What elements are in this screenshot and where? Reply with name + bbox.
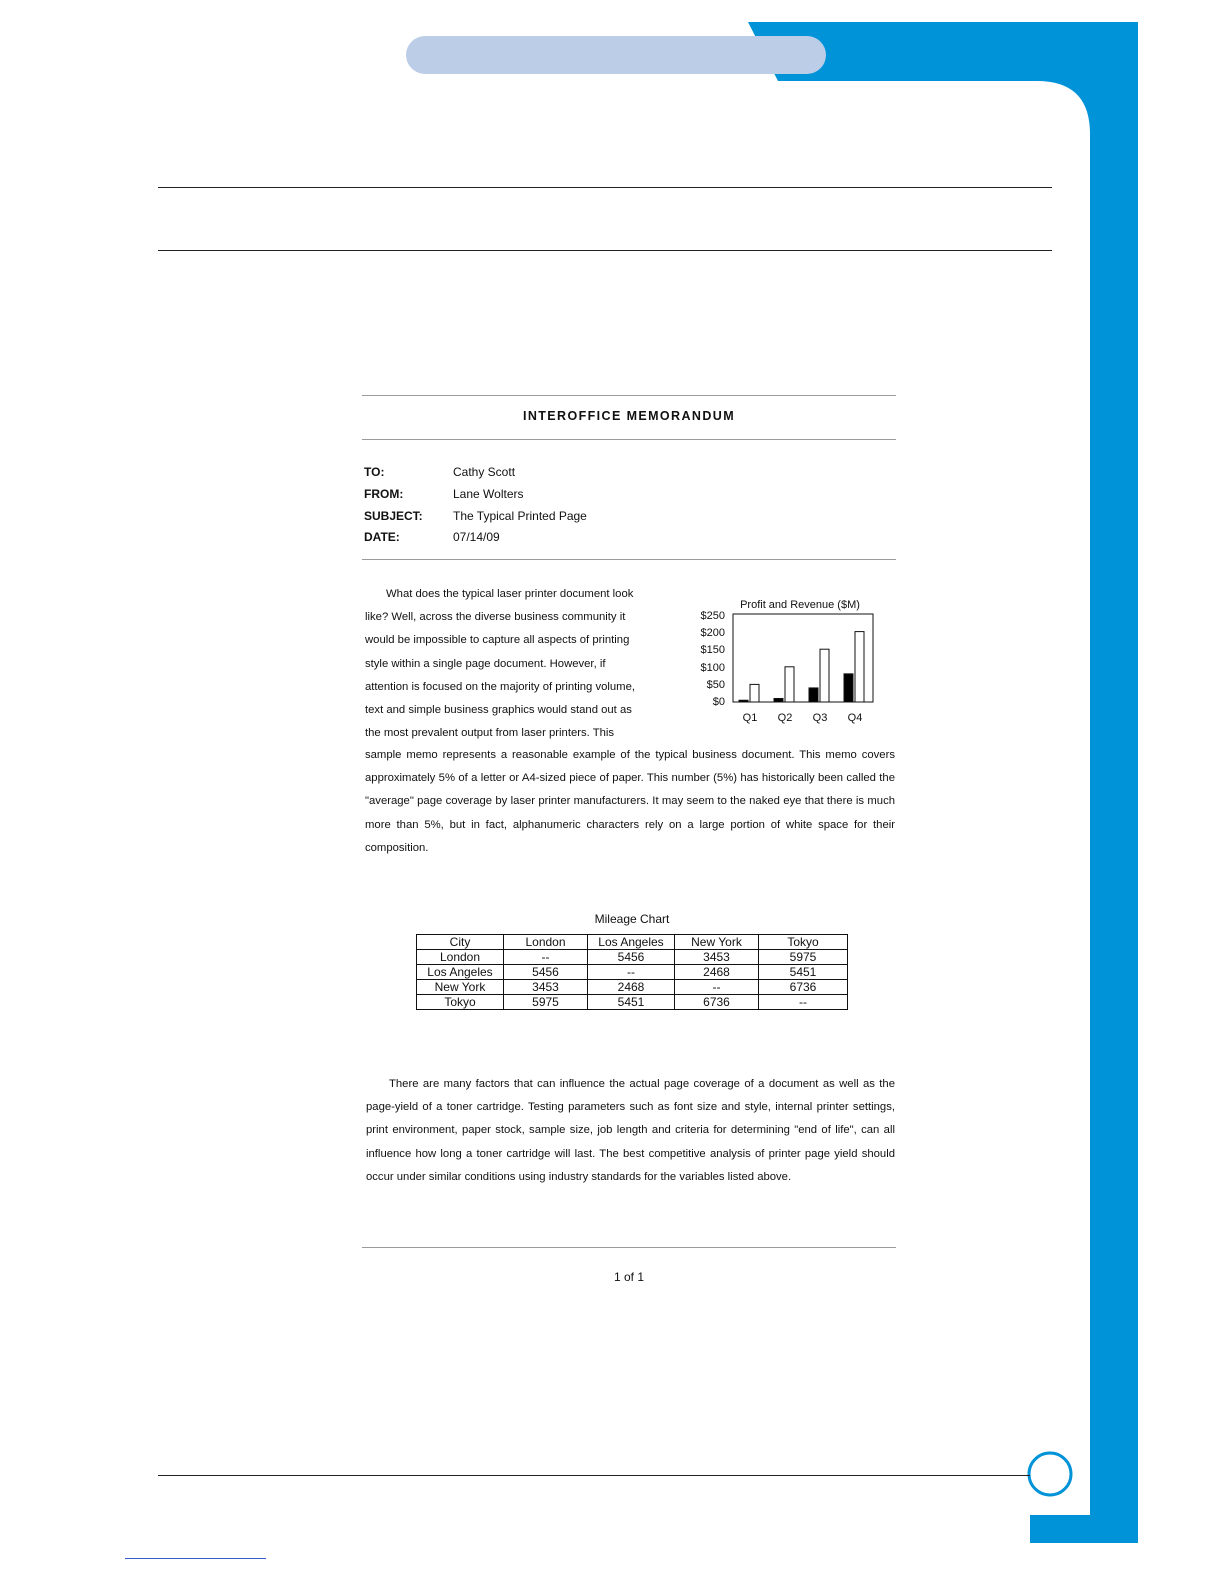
column-header: City	[417, 935, 504, 950]
column-header: London	[504, 935, 588, 950]
memo-rule-bottom	[362, 1247, 896, 1248]
table-cell: 5975	[504, 995, 588, 1010]
x-tick-label: Q4	[847, 712, 863, 724]
memo-rule-2	[362, 439, 896, 440]
table-cell: --	[504, 950, 588, 965]
table-cell: 5456	[504, 965, 588, 980]
table-cell: 2468	[675, 965, 759, 980]
page-badge-circle	[1029, 1453, 1071, 1495]
y-tick-label: $250	[700, 610, 725, 622]
chart-bar	[809, 688, 818, 702]
table-cell: Tokyo	[417, 995, 504, 1010]
header-rule-bottom	[158, 250, 1052, 251]
chart-bar	[844, 674, 853, 702]
chart-bar	[739, 700, 748, 702]
y-tick-label: $0	[712, 696, 725, 708]
table-cell: 3453	[675, 950, 759, 965]
x-tick-label: Q3	[812, 712, 828, 724]
table-cell: --	[759, 995, 848, 1010]
chart-bar	[750, 684, 759, 702]
footer-rule	[158, 1475, 1030, 1476]
x-tick-label: Q2	[777, 712, 793, 724]
table-cell: New York	[417, 980, 504, 995]
memo-rule-1	[362, 395, 896, 396]
y-tick-label: $200	[700, 627, 725, 639]
table-cell: 6736	[759, 980, 848, 995]
y-tick-label: $100	[700, 662, 725, 674]
mileage-table-title: Mileage Chart	[594, 912, 670, 926]
table-row	[417, 995, 848, 1010]
header-rule-top	[158, 187, 1052, 188]
memo-rule-3	[362, 559, 896, 560]
table-cell: 5451	[759, 965, 848, 980]
intro-line: What does the typical laser printer document look	[386, 588, 634, 600]
table-cell: 5975	[759, 950, 848, 965]
chart-title: Profit and Revenue ($M)	[740, 599, 860, 611]
table-cell: 6736	[675, 995, 759, 1010]
table-cell: 3453	[504, 980, 588, 995]
intro-line: the most prevalent output from laser printers. This	[365, 727, 615, 740]
table-cell: --	[675, 980, 759, 995]
column-header: New York	[675, 935, 759, 950]
subject-label: SUBJECT:	[364, 509, 423, 523]
table-row	[417, 950, 848, 965]
table-header-row	[417, 935, 848, 950]
closing-paragraph: There are many factors that can influence the actual page coverage of a document as well as the page-yield of a toner cartridge. Testing parameters such as font size and style, internal printer settings, print environment, paper stock, sample size, job length and criteria for determining "end of life", can all influence how long a toner cartridge will last. The best competitive analysis of printer page yield should occur under similar conditions using industry standards for the variables listed above.	[366, 1078, 895, 1183]
intro-line: text and simple business graphics would stand out as	[365, 704, 632, 717]
from-value: Lane Wolters	[453, 487, 524, 501]
chart-bar	[774, 698, 783, 702]
memo-title: INTEROFFICE MEMORANDUM	[522, 409, 736, 423]
intro-paragraph-continued: sample memo represents a reasonable example of the typical business document. This memo covers approximately 5% of a letter or A4-sized piece of paper. This number (5%) has historically been called the "average" page coverage by laser printer manufacturers. It may seem to the naked eye that there is much more than 5%, but in fact, alphanumeric characters rely on a large portion of white space for their composition.	[365, 749, 895, 854]
intro-line: attention is focused on the majority of printing volume,	[365, 680, 636, 693]
footer-link-underline	[125, 1558, 266, 1559]
intro-line: like? Well, across the diverse business community it	[365, 611, 626, 624]
page-number: 1 of 1	[613, 1270, 645, 1284]
intro-line: style within a single page document. However, if	[365, 657, 606, 670]
date-value: 07/14/09	[453, 530, 500, 544]
table-cell: 5456	[588, 950, 675, 965]
table-cell: Los Angeles	[417, 965, 504, 980]
chart-bar	[820, 649, 829, 702]
table-row	[417, 980, 848, 995]
chart-bar	[855, 632, 864, 702]
y-tick-label: $50	[706, 679, 725, 691]
subject-value: The Typical Printed Page	[453, 509, 587, 523]
table-cell: 2468	[588, 980, 675, 995]
date-label: DATE:	[364, 530, 400, 544]
table-cell: London	[417, 950, 504, 965]
column-header: Tokyo	[759, 935, 848, 950]
header-tab-pill	[406, 36, 826, 74]
x-tick-label: Q1	[742, 712, 758, 724]
chart-bar	[785, 667, 794, 702]
y-tick-label: $150	[700, 644, 725, 656]
column-header: Los Angeles	[588, 935, 675, 950]
intro-line: would be impossible to capture all aspects of printing	[365, 634, 630, 647]
mileage-table	[416, 934, 848, 1010]
to-label: TO:	[364, 465, 385, 479]
table-row	[417, 965, 848, 980]
profit-revenue-chart	[730, 612, 876, 704]
to-value: Cathy Scott	[453, 465, 516, 479]
table-cell: 5451	[588, 995, 675, 1010]
from-label: FROM:	[364, 487, 404, 501]
intro-paragraph-wrapped	[365, 583, 666, 745]
table-cell: --	[588, 965, 675, 980]
